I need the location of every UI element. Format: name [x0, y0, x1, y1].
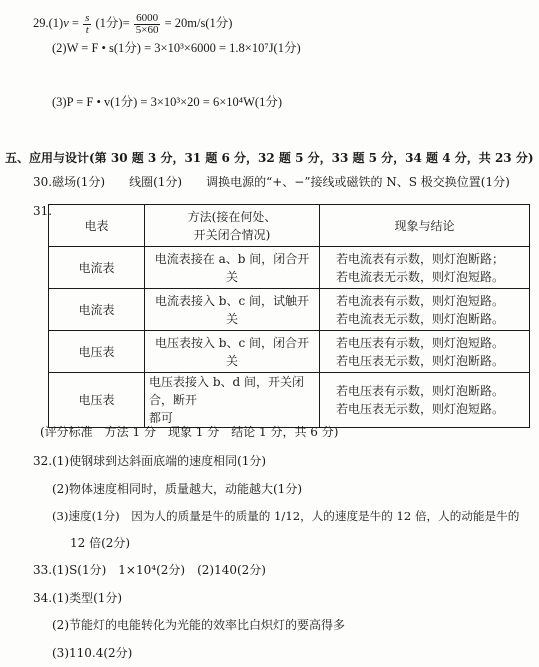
q31-score: (评分标准 方法 1 分 现象 1 分 结论 1 分，共 6 分) — [40, 425, 339, 439]
q32-part1: 32.(1)使钢球到达斜面底端的速度相同(1分) — [33, 454, 267, 468]
q29-part3: (3)P = F • v(1分) = 3×10³×20 = 6×10⁴W(1分) — [52, 95, 282, 109]
q29-part2: (2)W = F • s(1分) = 3×10³×6000 = 1.8×10⁷J(1分) — [52, 41, 301, 55]
table-row — [49, 247, 530, 289]
row1-result: 若电流表有示数，则灯泡断路； 若电流表无示数，则灯泡短路。 — [320, 247, 530, 289]
q30-answer: 30.磁场(1分) 线圈(1分) 调换电源的“+、−”接线或磁铁的 N、S 极交换位置(1分) — [33, 175, 510, 189]
header-result: 现象与结论 — [320, 205, 530, 247]
q33-answer: 33.(1)S(1分) 1×10⁴(2分) (2)140(2分) — [33, 563, 266, 577]
row2-result: 若电流表有示数，则灯泡短路。 若电流表无示数，则灯泡断路。 — [320, 289, 530, 331]
q29-eq2: = — [122, 16, 130, 30]
table-row — [49, 289, 530, 331]
q34-part1: 34.(1)类型(1分) — [33, 591, 123, 605]
table-row — [49, 373, 530, 428]
q29-fraction-values — [134, 13, 161, 36]
q29-eq: = — [71, 16, 79, 30]
header-method: 方法(接在何处、 开关闭合情况) — [145, 205, 320, 247]
q31-table — [48, 204, 530, 428]
q29-frac-t: t — [85, 23, 89, 36]
q29-frac-s: s — [85, 11, 90, 24]
section5-title: 五、应用与设计(第 30 题 3 分，31 题 6 分，32 题 5 分，33 题 5 分，34 题 4 分，共 23 分) — [5, 151, 534, 165]
row4-method: 电压表接入 b、d 间，开关闭合，断开 都可 — [145, 373, 320, 428]
row1-meter: 电流表 — [49, 247, 145, 289]
q29-label: 29.(1) — [33, 16, 64, 30]
row4-result: 若电压表有示数，则灯泡断路。 若电压表无示数，则灯泡短路。 — [320, 373, 530, 428]
q29-points: (1分) — [95, 16, 123, 30]
q32-part3b: 12 倍(2分) — [70, 536, 131, 550]
q29-result: = 20m/s(1分) — [164, 16, 233, 30]
q29-fraction-st — [83, 13, 91, 36]
q29-frac-den: 5×60 — [135, 23, 159, 36]
row1-method: 电流表接在 a、b 间，闭合开关 — [145, 247, 320, 289]
q34-part3: (3)110.4(2分) — [52, 646, 133, 660]
row2-method: 电流表接入 b、c 间，试触开关 — [145, 289, 320, 331]
q29-v-symbol: v — [63, 16, 69, 30]
row3-method: 电压表按入 b、c 间，闭合开关 — [145, 331, 320, 373]
table-row — [49, 331, 530, 373]
q32-part2: (2)物体速度相同时，质量越大，动能越大(1分) — [52, 482, 302, 496]
row4-meter: 电压表 — [49, 373, 145, 428]
q32-part3a: (3)速度(1分) 因为人的质量是牛的质量的 1/12，人的速度是牛的 12 倍，人的动能是牛的 — [52, 509, 520, 523]
q34-part2: (2)节能灯的电能转化为光能的效率比白炽灯的要高得多 — [52, 618, 346, 632]
row3-meter: 电压表 — [49, 331, 145, 373]
q29-part1 — [33, 12, 232, 36]
row2-meter: 电流表 — [49, 289, 145, 331]
row3-result: 若电压表有示数，则灯泡短路。 若电压表无示数，则灯泡断路。 — [320, 331, 530, 373]
q31-label: 31. — [33, 204, 53, 218]
table-header-row — [49, 205, 530, 247]
header-meter: 电表 — [49, 205, 145, 247]
q29-frac-num: 6000 — [134, 13, 161, 25]
